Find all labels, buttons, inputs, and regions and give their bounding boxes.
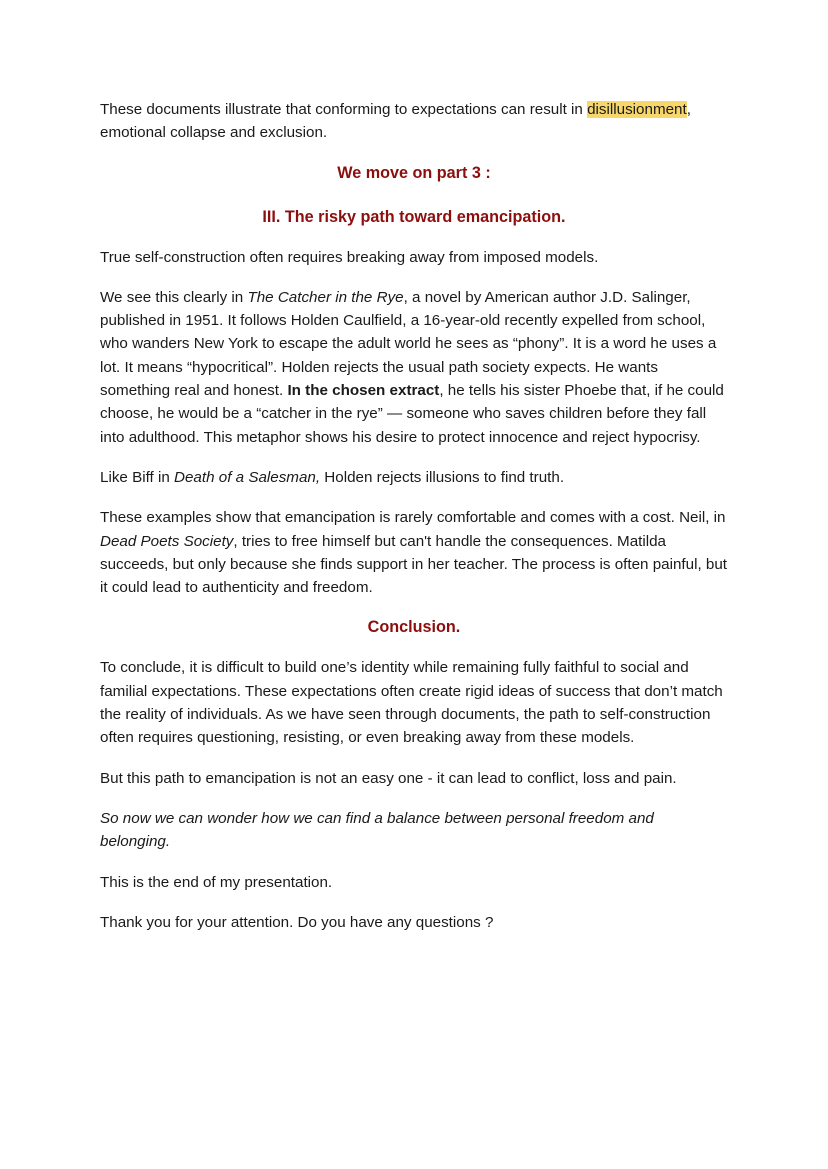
thanks-paragraph: Thank you for your attention. Do you have any questions ?	[100, 913, 494, 931]
self-construction-paragraph: True self-construction often requires breaking away from imposed models.	[100, 248, 599, 266]
examples-text-1: These examples show that emancipation is rarely comfortable and comes with a cost. Neil, in	[100, 509, 726, 527]
examples-text-2: , tries to free himself but can't handle the consequences. Matilda succeeds, but only because she finds support in her teacher. The process is often painful, but it could lead to authenticity and freedom.	[100, 532, 728, 597]
intro-paragraph	[100, 98, 728, 145]
end-paragraph: This is the end of my presentation.	[100, 873, 333, 891]
catcher-title: The Catcher in the Rye	[247, 288, 404, 306]
section-heading: III. The risky path toward emancipation.	[262, 207, 566, 226]
conclude-paragraph: To conclude, it is difficult to build one’s identity while remaining fully faithful to social and familial expectations. These expectations often create rigid ideas of success that don’t match the reality of individuals. As we have seen through documents, the path to self-construction often requires questioning, resisting, or even breaking away from these models.	[100, 659, 723, 747]
examples-title: Dead Poets Society	[100, 532, 234, 550]
intro-text-before: These documents illustrate that conforming to expectations can result in	[100, 101, 588, 118]
catcher-paragraph	[100, 286, 728, 449]
document-page	[100, 98, 728, 934]
biff-title: Death of a Salesman,	[174, 468, 321, 486]
biff-text-1: Like Biff in	[100, 468, 175, 486]
catcher-text-1: We see this clearly in	[100, 288, 248, 306]
biff-text-2: Holden rejects illusions to find truth.	[320, 468, 565, 486]
conclusion-heading: Conclusion.	[367, 618, 461, 637]
wonder-paragraph: So now we can wonder how we can find a balance between personal freedom and belonging.	[100, 809, 654, 851]
highlighted-word: disillusionment	[587, 101, 687, 118]
catcher-text-3: , he tells his sister Phoebe that, if he could choose, he would be a “catcher in the rye” — someone who saves children before they fall into adulthood. This metaphor shows his desire to protect innocence and reject hypocrisy.	[100, 382, 724, 446]
examples-paragraph	[100, 506, 728, 599]
part-heading: We move on part 3 :	[337, 163, 491, 182]
catcher-bold: In the chosen extract	[287, 382, 440, 400]
intro-text-after: , emotional collapse and exclusion.	[100, 101, 691, 142]
biff-paragraph	[100, 466, 728, 489]
path-paragraph: But this path to emancipation is not an easy one - it can lead to conflict, loss and pain.	[100, 769, 677, 787]
catcher-text-2: , a novel by American author J.D. Salinger, published in 1951. It follows Holden Caulfield, a 16-year-old recently expelled from school, who wanders New York to escape the adult world he sees as “phony”. It is a word he uses a lot. It means “hypocritical”. Holden rejects the usual path society expects. He wants something real and honest.	[100, 288, 717, 400]
